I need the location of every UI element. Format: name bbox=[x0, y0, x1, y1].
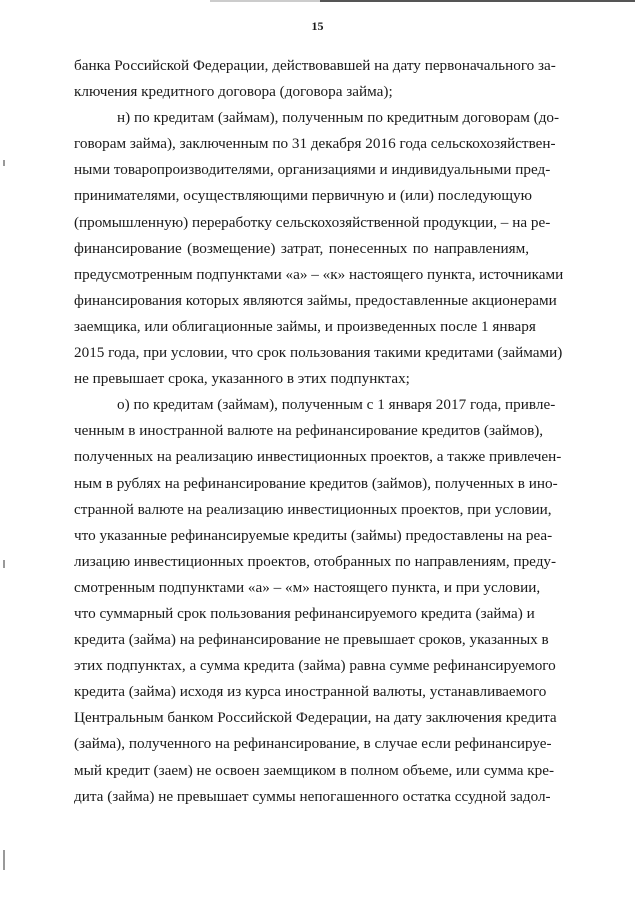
text-line: смотренным подпунктами «а» – «м» настоящего пункта, и при условии, bbox=[74, 578, 541, 596]
text-line: лизацию инвестиционных проектов, отобранных по направлениям, преду- bbox=[74, 552, 557, 570]
text-line: (займа), полученного на рефинансирование, в случае если рефинансируе- bbox=[74, 735, 552, 753]
text-line: ченным в иностранной валюте на рефинансирование кредитов (займов), bbox=[74, 422, 544, 440]
text-line: не превышает срока, указанного в этих подпунктах; bbox=[74, 370, 410, 388]
text-line: финансирования которых являются займы, предоставленные акционерами bbox=[74, 291, 557, 309]
scan-speck bbox=[3, 850, 5, 870]
text-line: н) по кредитам (займам), полученным по кредитным договорам (до- bbox=[117, 109, 560, 127]
text-line: финансирование (возмещение) затрат, понесенных по направлениям, bbox=[74, 239, 529, 257]
text-line: мый кредит (заем) не освоен заемщиком в полном объеме, или сумма кре- bbox=[74, 761, 555, 779]
text-line: кредита (займа) исходя из курса иностранной валюты, устанавливаемого bbox=[74, 683, 547, 701]
text-line: ным в рублях на рефинансирование кредитов (займов), полученных в ино- bbox=[74, 474, 558, 492]
text-line: (промышленную) переработку сельскохозяйственной продукции, – на ре- bbox=[74, 213, 551, 231]
text-line: предусмотренным подпунктами «а» – «к» настоящего пункта, источниками bbox=[74, 265, 564, 283]
text-line: ключения кредитного договора (договора займа); bbox=[74, 83, 393, 101]
text-line: что суммарный срок пользования рефинансируемого кредита (займа) и bbox=[74, 604, 535, 622]
scan-artifact bbox=[210, 0, 320, 2]
text-line: заемщика, или облигационные займы, и произведенных после 1 января bbox=[74, 317, 536, 335]
text-line: говорам займа), заключенным по 31 декабря 2016 года сельскохозяйствен- bbox=[74, 135, 556, 153]
text-line: полученных на реализацию инвестиционных проектов, а также привлечен- bbox=[74, 448, 562, 466]
text-line: дита (займа) не превышает суммы непогашенного остатка ссудной задол- bbox=[74, 787, 551, 805]
text-line: Центральным банком Российской Федерации, на дату заключения кредита bbox=[74, 709, 557, 727]
page-number: 15 bbox=[311, 19, 324, 33]
text-line: кредита (займа) на рефинансирование не превышает сроков, указанных в bbox=[74, 631, 549, 649]
text-line: что указанные рефинансируемые кредиты (займы) предоставлены на реа- bbox=[74, 526, 553, 544]
text-line: принимателями, осуществляющими первичную и (или) последующую bbox=[74, 187, 532, 205]
scan-speck bbox=[3, 160, 5, 166]
text-line: банка Российской Федерации, действовавшей на дату первоначального за- bbox=[74, 57, 556, 74]
text-line: ными товаропроизводителями, организациями и индивидуальными пред- bbox=[74, 161, 551, 179]
text-line: о) по кредитам (займам), полученным с 1 января 2017 года, привле- bbox=[117, 396, 556, 414]
scan-speck bbox=[3, 560, 5, 568]
scan-edge-line bbox=[320, 0, 635, 2]
text-line: этих подпунктах, а сумма кредита (займа) равна сумме рефинансируемого bbox=[74, 657, 556, 675]
document-body bbox=[74, 55, 564, 812]
text-line: 2015 года, при условии, что срок пользования такими кредитами (займами) bbox=[74, 344, 563, 362]
text-line: странной валюте на реализацию инвестиционных проектов, при условии, bbox=[74, 500, 552, 518]
